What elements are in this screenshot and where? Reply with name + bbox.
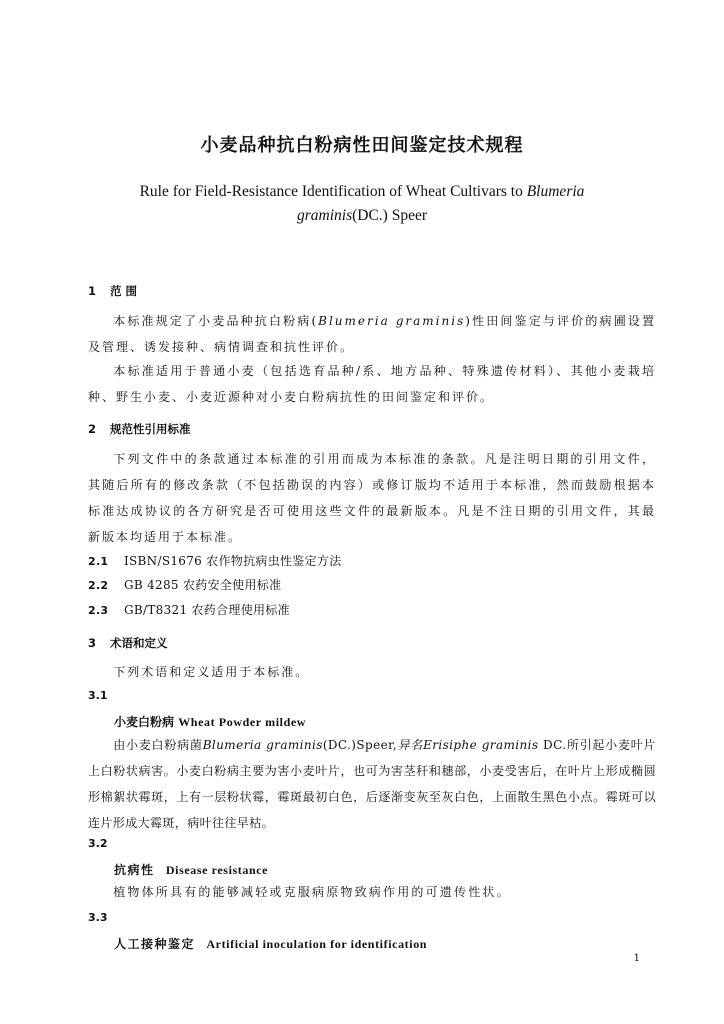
- reference-item: [88, 552, 342, 569]
- term-en: Artificial inoculation for identification: [206, 937, 428, 951]
- reference-number: 2.3: [88, 604, 109, 617]
- def-text-a: 由小麦白粉病菌: [113, 738, 203, 752]
- section-2-heading: [88, 421, 191, 437]
- english-title: [100, 180, 624, 228]
- def-text-b: DC.所引起小麦叶片上白粉状病害。小麦白粉病主要为害小麦叶片，也可为害茎秆和穗部，小麦受害后，在叶片上形成椭圆形棉絮状霉斑，上有一层粉状霉，霉斑最初白色，后逐渐变灰至灰白色，上面散生黑色小点。霉斑可以连片形成大霉斑，病叶往往早枯。: [88, 738, 656, 830]
- def-synonym-label: 异名: [397, 738, 424, 752]
- s1-p1-species: Blumeria graminis: [318, 314, 466, 328]
- section-1-heading: [88, 283, 137, 299]
- section-3-number: 3: [88, 636, 97, 650]
- section-1-paragraph-2: 本标准适用于普通小麦（包括选育品种/系、地方品种、特殊遗传材料）、其他小麦栽培种、野生小麦、小麦近源种对小麦白粉病抗性的田间鉴定和评价。: [88, 364, 656, 404]
- english-title-genus: Blumeria: [526, 183, 585, 200]
- section-2-title: 规范性引用标准: [110, 422, 191, 436]
- reference-text: ISBN/S1676 农作物抗病虫性鉴定方法: [124, 554, 342, 568]
- term-number: 3.2: [88, 837, 108, 850]
- english-title-author: (DC.) Speer: [352, 207, 428, 224]
- page-number: 1: [633, 953, 640, 964]
- english-title-species: graminis: [296, 207, 353, 224]
- section-2-paragraph: 下列文件中的条款通过本标准的引用而成为本标准的条款。凡是注明日期的引用文件，其随后所有的修改条款（不包括勘误的内容）或修订版均不适用于本标准，然而鼓励根据本标准达成协议的各方研究是否可使用这些文件的最新版本。凡是不注日期的引用文件，其最新版本均适用于本标准。: [88, 452, 656, 544]
- s1-p1-text-a: 本标准规定了小麦品种抗白粉病(: [113, 314, 319, 328]
- reference-number: 2.2: [88, 579, 109, 592]
- section-2-number: 2: [88, 422, 97, 436]
- section-1-paragraph-1: [88, 308, 656, 360]
- term-cn: 人工接种鉴定: [114, 937, 196, 951]
- page-title: 小麦品种抗白粉病性田间鉴定技术规程: [200, 135, 524, 156]
- section-1-title: 范 围: [110, 284, 138, 298]
- term-definition: [88, 732, 656, 836]
- term-number: 3.1: [88, 689, 108, 702]
- term-cn: 小麦白粉病: [114, 715, 175, 729]
- section-3-heading: [88, 635, 168, 651]
- section-3-title: 术语和定义: [110, 636, 168, 650]
- section-1-number: 1: [88, 284, 97, 298]
- reference-item: [88, 601, 290, 618]
- def-species: Blumeria graminis: [202, 738, 323, 752]
- term-heading: [114, 713, 306, 730]
- reference-text: GB 4285 农药安全使用标准: [124, 578, 282, 592]
- s1-p1-text-b: )性田间鉴定与评价的病圃设置及管理、诱发接种、病情调查和抗性评价。: [88, 314, 657, 354]
- term-number: 3.3: [88, 911, 108, 924]
- term-heading: [114, 935, 427, 952]
- term-cn: 抗病性: [114, 863, 155, 877]
- term-heading: [114, 861, 268, 878]
- term-definition: 植物体所具有的能够减轻或克服病原物致病作用的可遗传性状。: [113, 885, 511, 899]
- reference-item: [88, 576, 281, 593]
- term-en: Wheat Powder mildew: [178, 715, 307, 729]
- section-3-paragraph: 下列术语和定义适用于本标准。: [113, 665, 310, 679]
- def-author: (DC.)Speer,: [322, 738, 398, 752]
- reference-number: 2.1: [88, 555, 109, 568]
- english-title-text: Rule for Field-Resistance Identification of Wheat Cultivars to: [139, 183, 527, 200]
- term-en: Disease resistance: [165, 863, 269, 877]
- reference-text: GB/T8321 农药合理使用标准: [124, 603, 290, 617]
- def-synonym: Erisiphe graminis: [423, 738, 539, 752]
